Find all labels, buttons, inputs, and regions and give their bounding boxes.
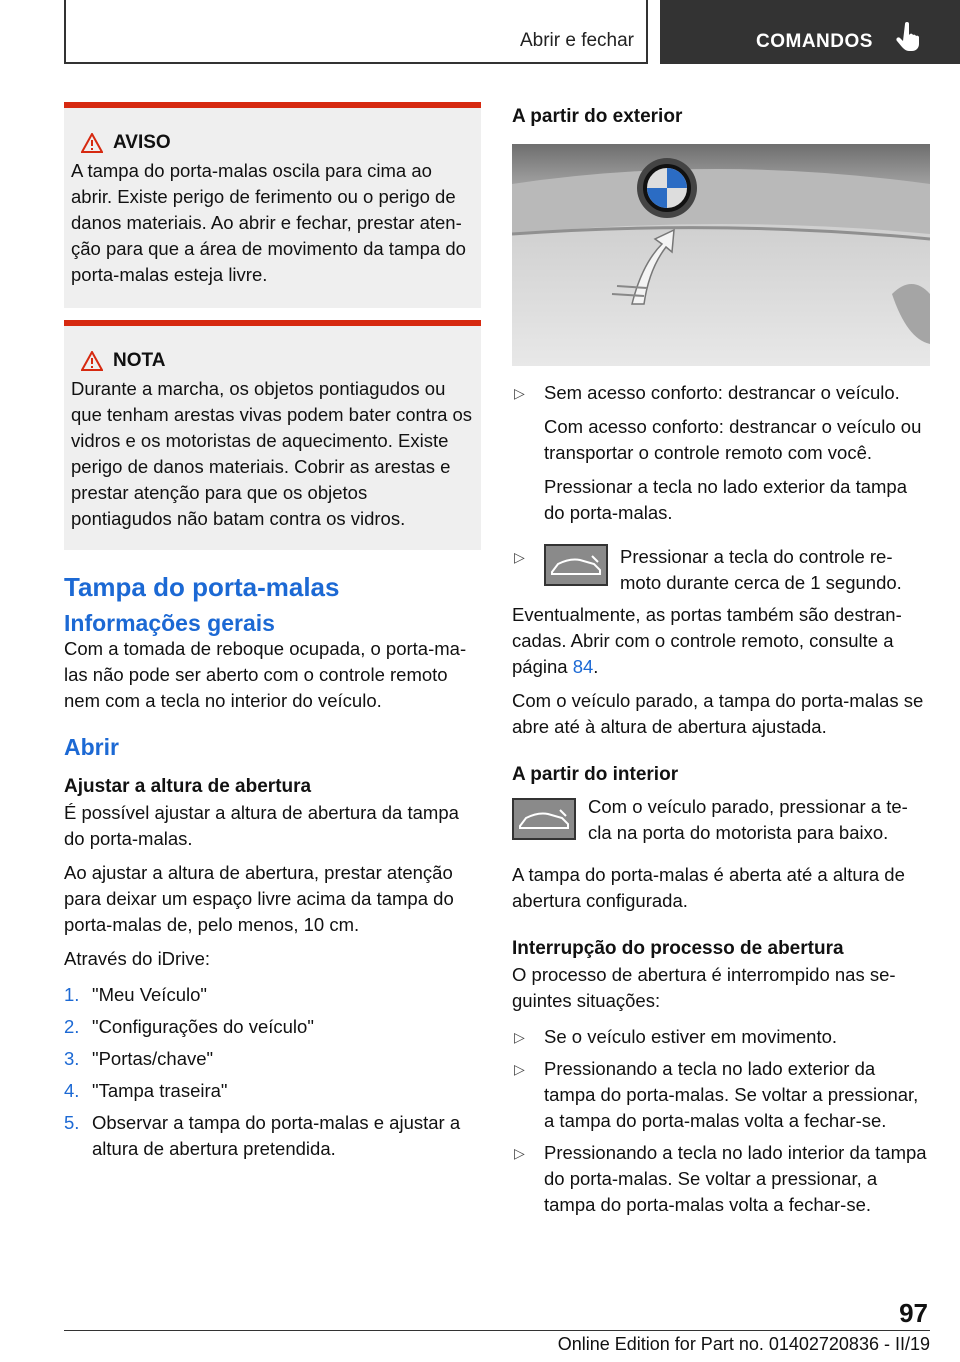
idrive-steps-list [64, 982, 481, 1162]
interior-text: Com o veículo parado, pressionar a te-cla na porta do motorista para baixo. [588, 796, 908, 843]
b2-text: Pressionar a tecla do controle re-moto durante cerca de 1 segundo. [620, 546, 902, 593]
bullet-triangle-icon: ▷ [514, 385, 525, 401]
left-column [64, 102, 481, 1162]
heading-ajustar: Ajustar a altura de abertura [64, 776, 312, 797]
hand-pointer-icon [896, 22, 922, 52]
list-item: 3. "Portas/chave" [64, 1048, 214, 1069]
car-trunk-icon [514, 800, 574, 838]
remote-trunk-button-icon [544, 544, 608, 586]
b1-c: Pressionar a tecla no lado exterior da tampa do porta-malas. [544, 476, 908, 523]
page-link-84[interactable]: 84 [572, 656, 594, 677]
list-item: 5. Observar a tampa do porta-malas e ajustar a altura de abertura pretendida. [64, 1112, 461, 1159]
subheading-abrir: Abrir [64, 734, 119, 760]
footer-edition: Online Edition for Part no. 01402720836 - II/19 [557, 1334, 930, 1354]
bullet-triangle-icon: ▷ [514, 1145, 525, 1161]
bullet-triangle-icon: ▷ [514, 1061, 525, 1077]
header-section-tab [64, 0, 648, 64]
subheading-informacoes: Informações gerais [64, 610, 275, 636]
p-veiculo-parado: Com o veículo parado, a tampa do porta-malas se abre até à altura de abertura ajustada. [512, 690, 924, 737]
footer-divider [64, 1330, 930, 1331]
nota-text: Durante a marcha, os objetos pontiagudos ou que tenham arestas vivas podem bater contra os vidros e os motoristas de aquecimento. Existe perigo de danos materiais. Cobrir as arestas e prestar atenção para que os objetos pontiagudos não batam contra os vidros. [71, 378, 473, 529]
list-item: ▷ Pressionando a tecla no lado exterior da tampa do porta-malas. Se voltar a pressionar, a tampa do porta-malas volta a fechar-se. [512, 1056, 930, 1134]
idrive-intro: Através do iDrive: [64, 948, 210, 969]
warning-triangle-icon [81, 133, 103, 153]
info-paragraph: Com a tomada de reboque ocupada, o porta-ma-las não pode ser aberto com o controle remoto nem com a tecla no interior do veículo. [64, 638, 467, 711]
p-portas: Eventualmente, as portas também são destran-cadas. Abrir com o controle remoto, consulte a página 84. [512, 604, 902, 677]
header-section-title: Abrir e fechar [519, 30, 634, 51]
nota-title: NOTA [113, 350, 166, 371]
trunk-button-photo [512, 144, 930, 366]
aviso-box [64, 102, 481, 308]
section-heading-tampa: Tampa do porta-malas [64, 572, 340, 602]
interior-paragraph: A tampa do porta-malas é aberta até a altura de abertura configurada. [512, 864, 905, 911]
page-number: 97 [899, 1298, 928, 1328]
list-item [512, 380, 930, 526]
list-item: ▷ Se o veículo estiver em movimento. [512, 1024, 930, 1050]
aviso-title: AVISO [113, 132, 171, 153]
heading-interrupcao: Interrupção do processo de abertura [512, 938, 844, 959]
door-trunk-button-icon [512, 798, 576, 840]
right-column [512, 104, 930, 1218]
warning-triangle-icon [81, 351, 103, 371]
nota-box [64, 320, 481, 550]
header-chapter-title: COMANDOS [756, 31, 873, 52]
ajustar-paragraph-2: Ao ajustar a altura de abertura, prestar atenção para deixar um espaço livre acima da tampa do porta-malas de, pelo menos, 10 cm. [64, 862, 454, 935]
heading-exterior: A partir do exterior [512, 106, 683, 127]
heading-interior: A partir do interior [512, 764, 679, 785]
list-item [512, 544, 930, 596]
list-item: 2. "Configurações do veículo" [64, 1016, 314, 1037]
interrupcao-intro: O processo de abertura é interrompido nas se-guintes situações: [512, 964, 896, 1011]
bullet-triangle-icon: ▷ [514, 1029, 525, 1045]
list-item: 1. "Meu Veículo" [64, 984, 207, 1005]
b1-b: Com acesso conforto: destrancar o veículo ou transportar o controle remoto com você. [544, 416, 922, 463]
list-item: ▷ Pressionando a tecla no lado interior da tampa do porta-malas. Se voltar a pressionar, a tampa do porta-malas volta a fechar-se. [512, 1140, 930, 1218]
b1-a: Sem acesso conforto: destrancar o veículo. [544, 382, 900, 403]
aviso-text: A tampa do porta-malas oscila para cima ao abrir. Existe perigo de ferimento ou o perigo de danos materiais. Ao abrir e fechar, prestar aten-ção para que a área de movimento da tampa do porta-malas esteja livre. [71, 160, 466, 285]
bullet-triangle-icon: ▷ [514, 549, 525, 565]
car-trunk-icon [546, 546, 606, 584]
ajustar-paragraph-1: É possível ajustar a altura de abertura da tampa do porta-malas. [64, 802, 459, 849]
list-item: 4. "Tampa traseira" [64, 1080, 228, 1101]
header-chapter-tab [660, 0, 960, 64]
interior-row [512, 794, 930, 846]
